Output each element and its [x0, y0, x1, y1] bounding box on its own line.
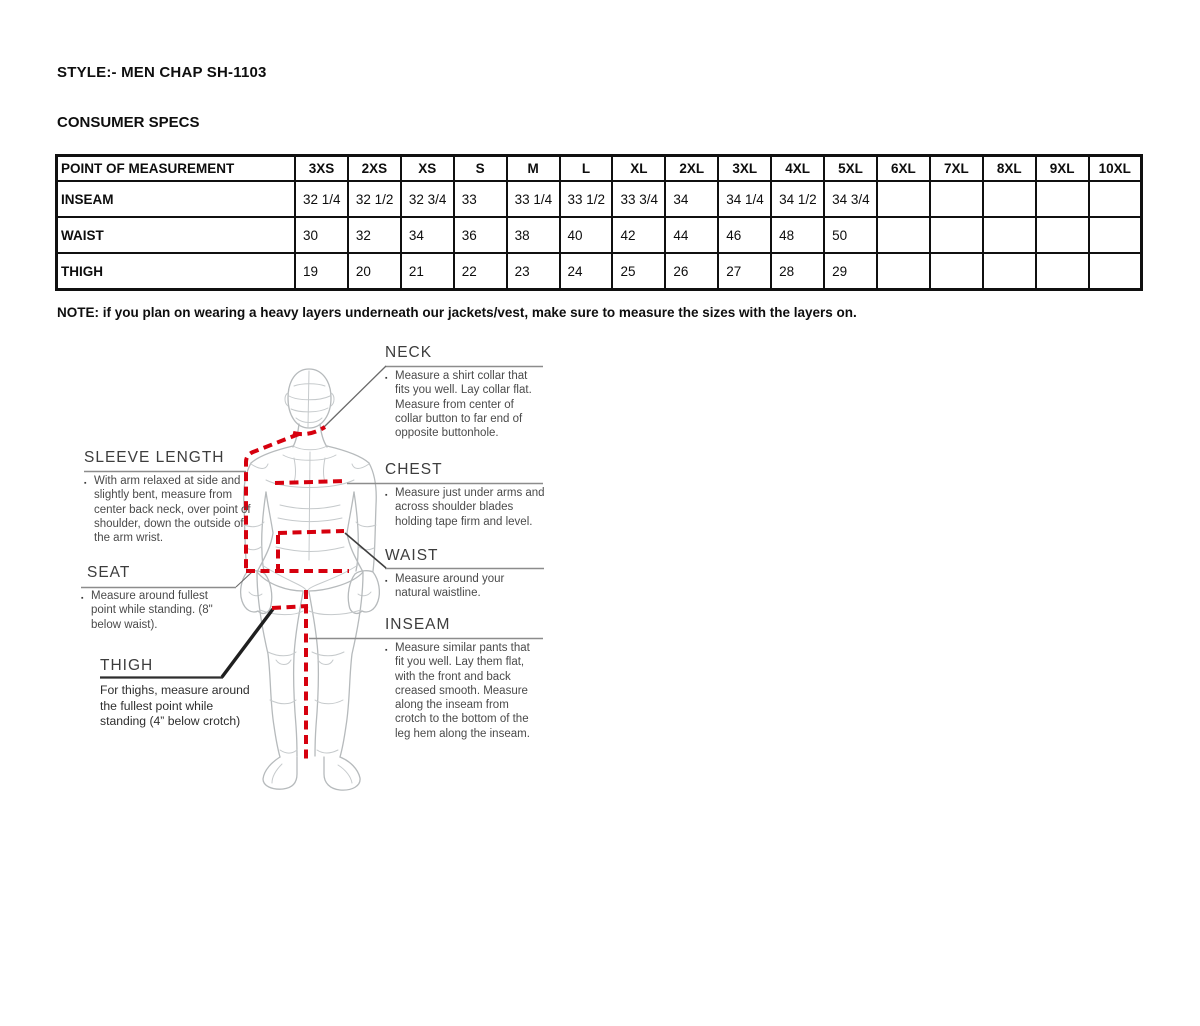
size-value-cell: 44: [665, 217, 718, 253]
measurement-dashed-lines: [246, 427, 349, 763]
column-header-size: S: [454, 156, 507, 182]
size-value-cell: 33 1/2: [560, 181, 613, 217]
size-value-cell: 40: [560, 217, 613, 253]
page-title: STYLE:- MEN CHAP SH-1103: [57, 64, 267, 81]
size-value-cell: [1089, 181, 1142, 217]
sleeve-length-heading: SLEEVE LENGTH: [84, 449, 225, 466]
size-value-cell: 33 1/4: [507, 181, 560, 217]
column-header-size: 9XL: [1036, 156, 1089, 182]
thigh-description: For thighs, measure around the fullest point while standing (4” below crotch): [100, 683, 250, 728]
size-table-row: [57, 253, 1142, 290]
size-value-cell: 46: [718, 217, 771, 253]
size-value-cell: 34 1/4: [718, 181, 771, 217]
column-header-point-of-measurement: POINT OF MEASUREMENT: [57, 156, 296, 182]
bullet-icon: ▪: [81, 595, 84, 602]
chest-measure-line: [275, 481, 347, 483]
size-value-cell: 42: [612, 217, 665, 253]
column-header-size: 10XL: [1089, 156, 1142, 182]
size-value-cell: 21: [401, 253, 454, 290]
size-value-cell: 19: [295, 253, 348, 290]
size-value-cell: [877, 253, 930, 290]
thigh-measure-line: [272, 606, 308, 608]
column-header-size: L: [560, 156, 613, 182]
bullet-icon: ▪: [385, 578, 388, 585]
size-value-cell: [983, 253, 1036, 290]
size-value-cell: 27: [718, 253, 771, 290]
size-value-cell: [877, 217, 930, 253]
size-value-cell: 25: [612, 253, 665, 290]
size-table-row: [57, 181, 1142, 217]
column-header-size: M: [507, 156, 560, 182]
size-value-cell: 24: [560, 253, 613, 290]
size-value-cell: 34 1/2: [771, 181, 824, 217]
row-label: WAIST: [57, 217, 296, 253]
size-value-cell: 32 1/4: [295, 181, 348, 217]
section-title: CONSUMER SPECS: [57, 114, 200, 131]
bullet-icon: ▪: [84, 480, 87, 487]
size-value-cell: 34: [401, 217, 454, 253]
column-header-size: 2XL: [665, 156, 718, 182]
neck-label: [385, 344, 545, 440]
size-value-cell: 32: [348, 217, 401, 253]
seat-heading: SEAT: [87, 564, 131, 581]
size-value-cell: [1036, 217, 1089, 253]
chest-label: [385, 461, 555, 529]
size-value-cell: 33 3/4: [612, 181, 665, 217]
bullet-icon: ▪: [385, 647, 388, 654]
waist-label: [385, 547, 535, 601]
size-value-cell: 20: [348, 253, 401, 290]
size-value-cell: 22: [454, 253, 507, 290]
row-label: INSEAM: [57, 181, 296, 217]
size-chart-table: [55, 154, 1143, 291]
size-value-cell: [930, 181, 983, 217]
seat-description: Measure around fullest point while standing. (8" below waist).: [91, 590, 213, 631]
row-label: THIGH: [57, 253, 296, 290]
column-header-size: 6XL: [877, 156, 930, 182]
seat-label: [81, 564, 239, 632]
column-header-size: 7XL: [930, 156, 983, 182]
inseam-description: Measure similar pants that fit you well. Lay them flat, with the front and back creased smooth. Measure along the inseam from crotch to the bottom of the leg hem along the inseam.: [395, 642, 530, 740]
column-header-size: XS: [401, 156, 454, 182]
neck-heading: NECK: [385, 344, 433, 361]
size-table-header-row: [57, 156, 1142, 182]
bullet-icon: ▪: [385, 375, 388, 382]
chest-description: Measure just under arms and across shoulder blades holding tape firm and level.: [395, 487, 545, 528]
size-value-cell: [1089, 253, 1142, 290]
size-value-cell: 34: [665, 181, 718, 217]
size-value-cell: 48: [771, 217, 824, 253]
waist-heading: WAIST: [385, 547, 439, 564]
size-value-cell: 34 3/4: [824, 181, 877, 217]
size-value-cell: 33: [454, 181, 507, 217]
inseam-heading: INSEAM: [385, 616, 451, 633]
column-header-size: 5XL: [824, 156, 877, 182]
size-value-cell: 23: [507, 253, 560, 290]
column-header-size: 4XL: [771, 156, 824, 182]
neck-description: Measure a shirt collar that fits you well. Lay collar flat. Measure from center of collar button to far end of opposite buttonhole.: [395, 370, 532, 440]
size-value-cell: [877, 181, 930, 217]
size-value-cell: 38: [507, 217, 560, 253]
size-value-cell: [983, 181, 1036, 217]
bullet-icon: ▪: [385, 492, 388, 499]
size-table-row: [57, 217, 1142, 253]
size-value-cell: 50: [824, 217, 877, 253]
waist-measure-line: [278, 531, 344, 533]
size-value-cell: [1036, 181, 1089, 217]
size-value-cell: [983, 217, 1036, 253]
chest-heading: CHEST: [385, 461, 443, 478]
size-value-cell: 26: [665, 253, 718, 290]
size-value-cell: [930, 217, 983, 253]
thigh-heading: THIGH: [100, 657, 154, 674]
sleeve-length-label: [84, 449, 256, 545]
sleeve-length-description: With arm relaxed at side and slightly bent, measure from center back neck, over point of shoulder, down the outside of the arm wrist.: [94, 475, 251, 545]
size-value-cell: [1089, 217, 1142, 253]
column-header-size: 2XS: [348, 156, 401, 182]
size-value-cell: [1036, 253, 1089, 290]
waist-description: Measure around your natural waistline.: [395, 573, 505, 600]
size-value-cell: 29: [824, 253, 877, 290]
column-header-size: 3XS: [295, 156, 348, 182]
size-value-cell: 28: [771, 253, 824, 290]
thigh-label: [100, 657, 260, 730]
size-value-cell: 30: [295, 217, 348, 253]
column-header-size: XL: [612, 156, 665, 182]
size-value-cell: 32 1/2: [348, 181, 401, 217]
inseam-label: [385, 616, 545, 741]
size-value-cell: 32 3/4: [401, 181, 454, 217]
size-value-cell: [930, 253, 983, 290]
column-header-size: 8XL: [983, 156, 1036, 182]
note-text: NOTE: if you plan on wearing a heavy layers underneath our jackets/vest, make sure to measure the sizes with the layers on.: [57, 305, 857, 320]
column-header-size: 3XL: [718, 156, 771, 182]
size-value-cell: 36: [454, 217, 507, 253]
